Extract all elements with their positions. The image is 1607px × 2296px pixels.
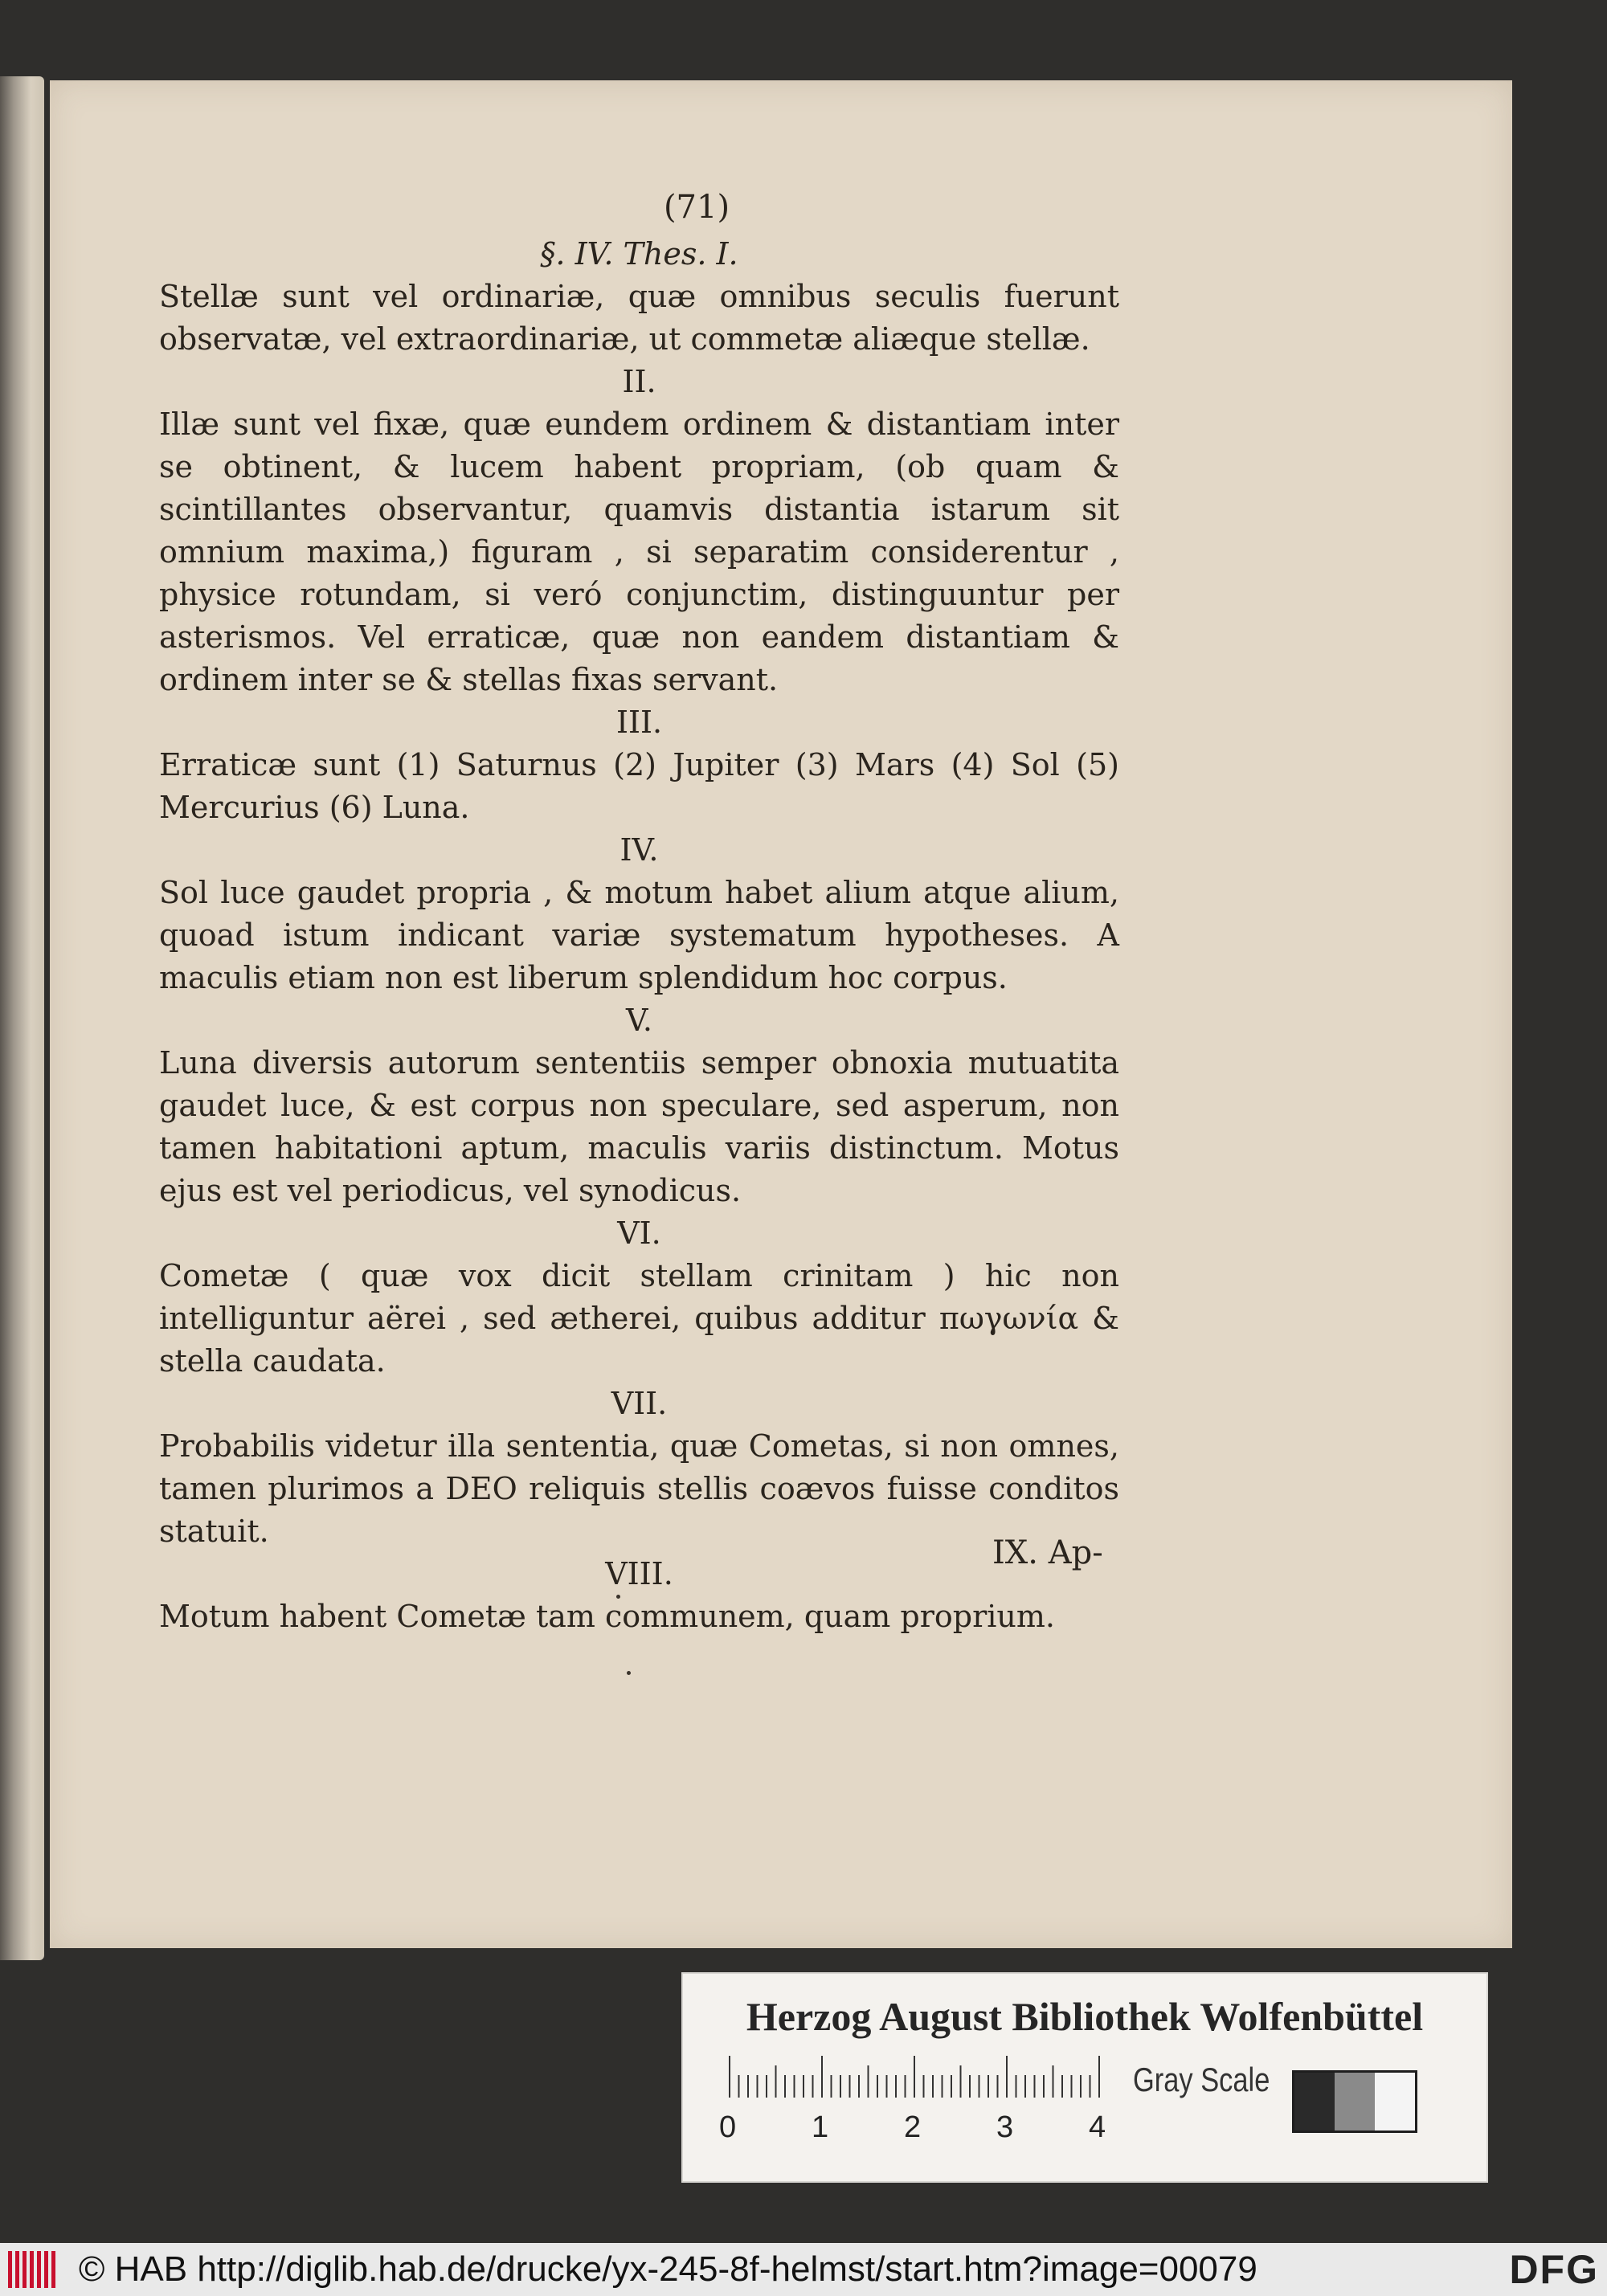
thesis-paragraph: Sol luce gaudet propria , & motum habet alium atque alium, quoad istum indicant variæ systematum hypotheses. A maculis etiam non est liberum splendidum hoc corpus. (159, 875, 1119, 995)
thesis-numeral: IV. (619, 832, 659, 868)
thesis-numeral: II. (622, 364, 656, 399)
thesis-numeral: V. (626, 1003, 652, 1038)
page-number: (71) (663, 189, 730, 226)
thesis-numeral: VIII. (605, 1556, 673, 1591)
thesis-paragraph: Illæ sunt vel fixæ, quæ eundem ordinem & distantiam inter se obtinent, & lucem habent propriam, (ob quam & scintillantes observantur, quamvis distantia istarum sit omnium maxima,) figuram , si separatim considerentur , physice rotundam, si veró conjunctim, distinguuntur per asterismos. Vel erraticæ, quæ non eandem distantiam & ordinem inter se & stellas fixas servant. (159, 406, 1119, 697)
gray-swatch (1294, 2073, 1335, 2131)
ruler-number: 3 (996, 2110, 1014, 2144)
ruler-number: 2 (904, 2110, 922, 2144)
barcode-icon (8, 2251, 64, 2288)
gray-scale-swatches (1292, 2070, 1417, 2133)
library-name: Herzog August Bibliothek Wolfenbüttel (746, 1994, 1424, 2039)
gray-swatch (1335, 2073, 1375, 2131)
dfg-logo: DFG (1509, 2247, 1599, 2292)
thesis-numeral: III. (615, 705, 663, 740)
theses-list (159, 276, 1119, 1638)
thesis-paragraph: Cometæ ( quæ vox dicit stellam crinitam ) hic non intelliguntur aërei , sed ætherei, quibus additur πωγωνία & stella caudata. (159, 1258, 1119, 1379)
thesis-paragraph: Stellæ sunt vel ordinariæ, quæ omnibus seculis fuerunt observatæ, vel extraordinariæ, ut commetæ aliæque stellæ. (159, 279, 1119, 357)
source-url[interactable]: © HAB http://diglib.hab.de/drucke/yx-245-8f-helmst/start.htm?image=00079 (79, 2249, 1257, 2289)
ruler-number: 4 (1089, 2110, 1106, 2144)
thesis-paragraph: Probabilis videtur illa sententia, quæ Cometas, si non omnes, tamen plurimos a DEO reliquis stellis coævos fuisse conditos statuit. (159, 1428, 1119, 1549)
viewer-footer (0, 2243, 1607, 2296)
thesis-paragraph: Luna diversis autorum sententiis semper obnoxia mutuatita gaudet luce, & est corpus non speculare, sed asperum, non tamen habitationi aptum, maculis variis distinctum. Motus ejus est vel periodicus, vel synodicus. (159, 1045, 1119, 1208)
gray-swatch (1375, 2073, 1415, 2131)
thesis-numeral: VI. (617, 1215, 661, 1251)
ruler-number: 1 (812, 2110, 829, 2144)
ink-speck (627, 1671, 631, 1675)
thesis-numeral: VII. (611, 1386, 668, 1421)
catchword: IX. Ap- (992, 1534, 1103, 1571)
thesis-text-block (159, 233, 1119, 1638)
section-heading: §. IV. Thes. I. (540, 236, 738, 272)
thesis-paragraph: Erraticæ sunt (1) Saturnus (2) Jupiter (3) Mars (4) Sol (5) Mercurius (6) Luna. (159, 747, 1119, 825)
thesis-paragraph: Motum habent Cometæ tam communem, quam proprium. (159, 1599, 1056, 1634)
ruler-number: 0 (719, 2110, 737, 2144)
library-color-card (681, 1972, 1488, 2183)
gray-scale-label: Gray Scale (1133, 2061, 1270, 2098)
previous-leaf-edge (0, 76, 44, 1960)
ruler-scale (727, 2056, 1105, 2098)
